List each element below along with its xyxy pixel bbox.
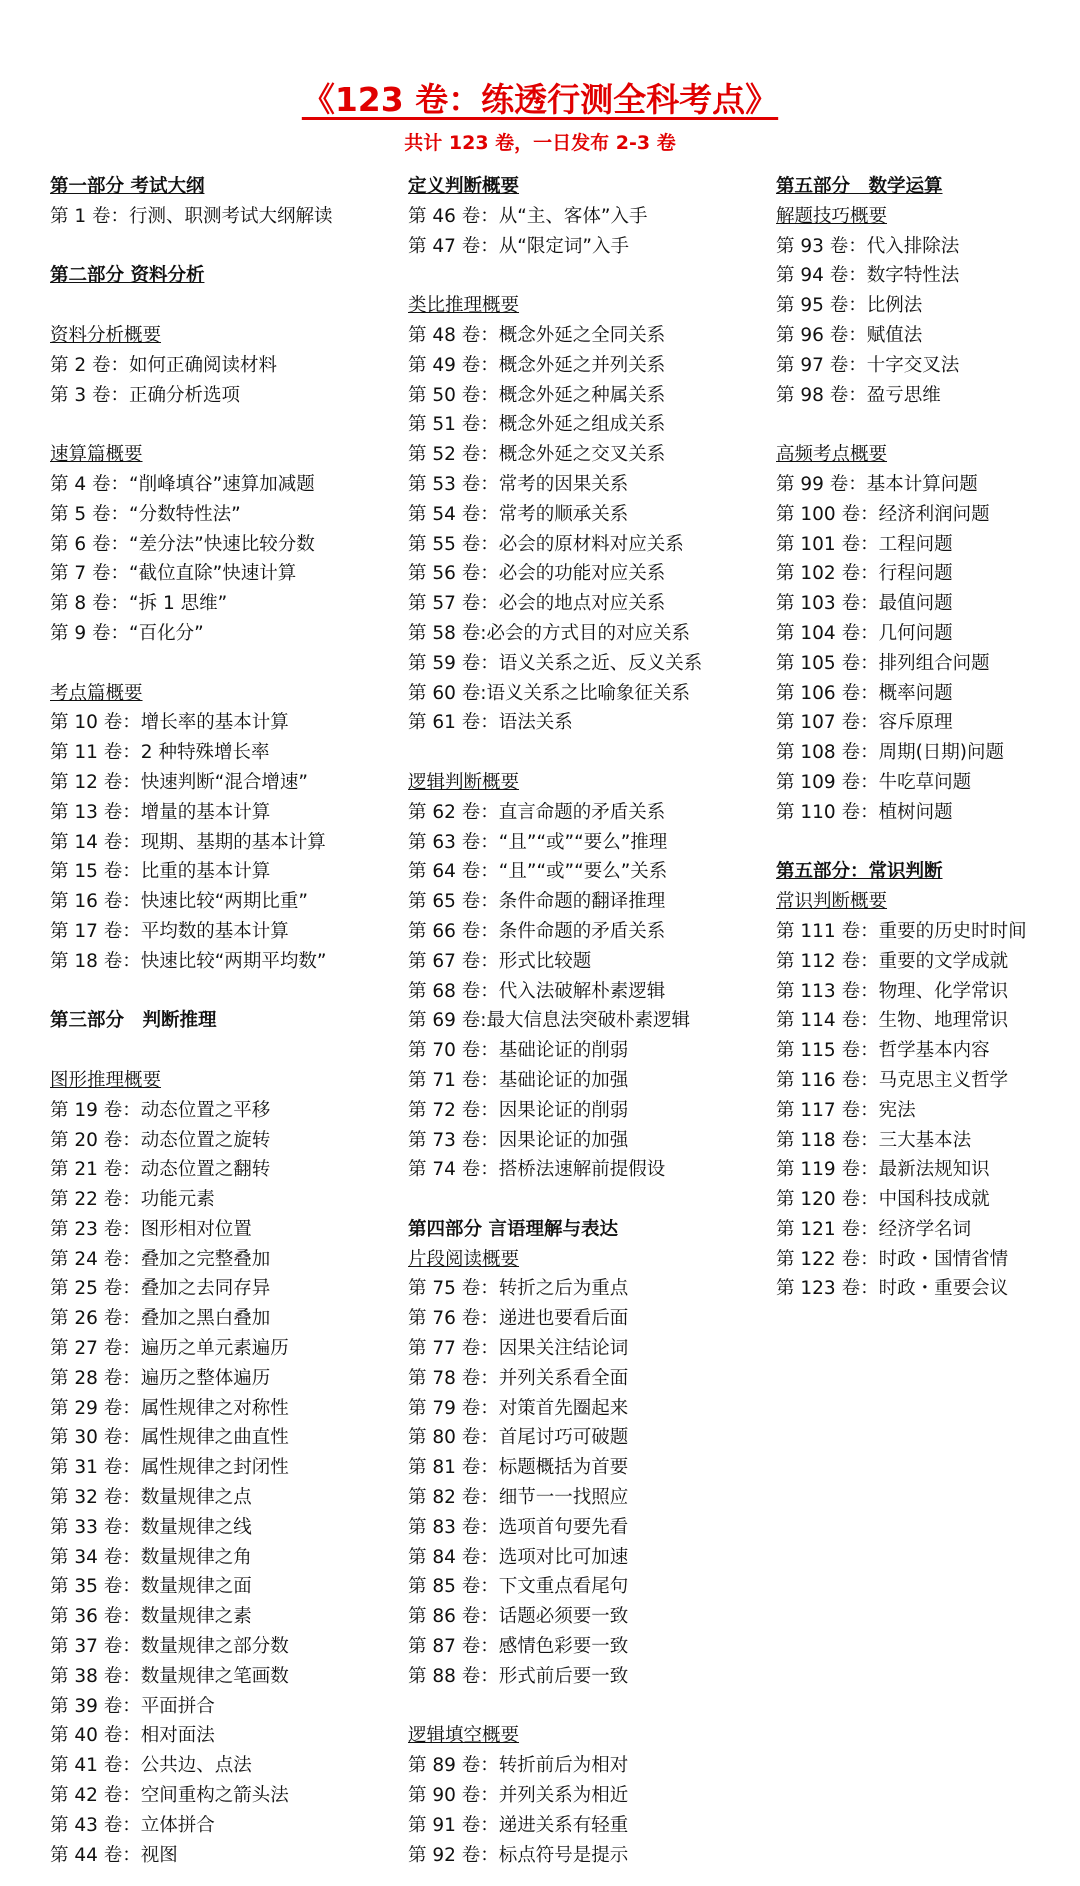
list-item: 第 48 卷：概念外延之全同关系 [408, 324, 666, 346]
list-item: 第 109 卷：牛吃草问题 [776, 771, 972, 793]
column-1 [50, 172, 390, 1870]
list-item: 第 17 卷：平均数的基本计算 [50, 920, 289, 942]
list-item: 第 97 卷：十字交叉法 [776, 354, 960, 376]
list-item: 第 118 卷：三大基本法 [776, 1129, 972, 1151]
list-item: 第 44 卷：视图 [50, 1844, 178, 1866]
list-item: 第 91 卷：递进关系有轻重 [408, 1814, 629, 1836]
column-3 [776, 172, 1076, 1304]
list-item: 第 52 卷：概念外延之交叉关系 [408, 444, 666, 466]
list-item: 第 13 卷：增量的基本计算 [50, 801, 271, 823]
spacer [408, 1185, 748, 1215]
spacer [408, 261, 748, 291]
list-item: 第 121 卷：经济学名词 [776, 1218, 972, 1240]
section-heading: 第一部分 考试大纲 [50, 176, 205, 197]
list-item: 第 112 卷：重要的文学成就 [776, 950, 1009, 972]
spacer [776, 410, 1076, 440]
list-item: 第 105 卷：排列组合问题 [776, 652, 990, 674]
list-item: 第 43 卷：立体拼合 [50, 1814, 215, 1836]
list-item: 第 40 卷：相对面法 [50, 1725, 215, 1747]
list-item: 第 46 卷：从“主、客体”入手 [408, 205, 648, 227]
list-item: 第 16 卷：快速比较“两期比重” [50, 891, 308, 913]
list-item: 第 25 卷：叠加之去同存异 [50, 1278, 271, 1300]
list-item: 第 103 卷：最值问题 [776, 593, 953, 615]
list-item: 第 107 卷：容斥原理 [776, 712, 953, 734]
list-item: 第 11 卷：2 种特殊增长率 [50, 742, 270, 764]
list-item: 第 50 卷：概念外延之种属关系 [408, 384, 666, 406]
list-item: 第 122 卷：时政・国情省情 [776, 1248, 1009, 1270]
list-item: 第 66 卷：条件命题的矛盾关系 [408, 920, 666, 942]
list-item: 第 12 卷：快速判断“混合增速” [50, 771, 308, 793]
list-item: 第 80 卷：首尾讨巧可破题 [408, 1427, 629, 1449]
list-item: 第 72 卷：因果论证的削弱 [408, 1099, 629, 1121]
subsection-heading: 图形推理概要 [50, 1069, 162, 1091]
list-item: 第 51 卷：概念外延之组成关系 [408, 414, 666, 436]
list-item: 第 5 卷：“分数特性法” [50, 503, 241, 525]
column-2 [408, 172, 748, 1870]
list-item: 第 68 卷：代入法破解朴素逻辑 [408, 980, 666, 1002]
section-heading: 第三部分 判断推理 [50, 1010, 217, 1032]
list-item: 第 1 卷：行测、职测考试大纲解读 [50, 205, 333, 227]
list-item: 第 86 卷：话题必须要一致 [408, 1606, 629, 1628]
list-item: 第 123 卷：时政・重要会议 [776, 1278, 1009, 1300]
list-item: 第 115 卷：哲学基本内容 [776, 1040, 990, 1062]
list-item: 第 96 卷：赋值法 [776, 324, 923, 346]
list-item: 第 92 卷：标点符号是提示 [408, 1844, 629, 1866]
section-heading: 第五部分：常识判断 [776, 861, 943, 883]
list-item: 第 20 卷：动态位置之旋转 [50, 1129, 271, 1151]
list-item: 第 70 卷：基础论证的削弱 [408, 1040, 629, 1062]
list-item: 第 69 卷:最大信息法突破朴素逻辑 [408, 1010, 691, 1032]
section-heading: 定义判断概要 [408, 176, 520, 197]
list-item: 第 14 卷：现期、基期的基本计算 [50, 831, 326, 853]
list-item: 第 19 卷：动态位置之平移 [50, 1099, 271, 1121]
list-item: 第 64 卷：“且”“或”“要么”关系 [408, 861, 668, 883]
list-item: 第 8 卷：“拆 1 思维” [50, 593, 228, 615]
title-text: 《123 卷：练透行测全科考点》 [301, 80, 779, 119]
spacer [408, 738, 748, 768]
list-item: 第 108 卷：周期(日期)问题 [776, 742, 1005, 764]
list-item: 第 63 卷：“且”“或”“要么”推理 [408, 831, 668, 853]
list-item: 第 62 卷：直言命题的矛盾关系 [408, 801, 666, 823]
list-item: 第 47 卷：从“限定词”入手 [408, 235, 629, 257]
subsection-heading: 逻辑判断概要 [408, 771, 520, 793]
subsection-heading: 考点篇概要 [50, 682, 143, 704]
list-item: 第 9 卷：“百化分” [50, 622, 204, 644]
list-item: 第 41 卷：公共边、点法 [50, 1755, 252, 1777]
list-item: 第 67 卷：形式比较题 [408, 950, 592, 972]
list-item: 第 58 卷:必会的方式目的对应关系 [408, 622, 691, 644]
list-item: 第 89 卷：转折前后为相对 [408, 1755, 629, 1777]
list-item: 第 36 卷：数量规律之素 [50, 1606, 252, 1628]
list-item: 第 106 卷：概率问题 [776, 682, 953, 704]
list-item: 第 42 卷：空间重构之箭头法 [50, 1785, 289, 1807]
list-item: 第 39 卷：平面拼合 [50, 1695, 215, 1717]
list-item: 第 54 卷：常考的顺承关系 [408, 503, 629, 525]
subsection-heading: 解题技巧概要 [776, 205, 888, 227]
subsection-heading: 逻辑填空概要 [408, 1725, 520, 1747]
list-item: 第 71 卷：基础论证的加强 [408, 1069, 629, 1091]
list-item: 第 117 卷：宪法 [776, 1099, 916, 1121]
list-item: 第 57 卷：必会的地点对应关系 [408, 593, 666, 615]
list-item: 第 4 卷：“削峰填谷”速算加减题 [50, 473, 315, 495]
list-item: 第 27 卷：遍历之单元素遍历 [50, 1338, 289, 1360]
section-heading: 第二部分 资料分析 [50, 265, 205, 287]
list-item: 第 35 卷：数量规律之面 [50, 1576, 252, 1598]
list-item: 第 75 卷：转折之后为重点 [408, 1278, 629, 1300]
list-item: 第 30 卷：属性规律之曲直性 [50, 1427, 289, 1449]
spacer [50, 410, 390, 440]
list-item: 第 81 卷：标题概括为首要 [408, 1457, 629, 1479]
list-item: 第 6 卷：“差分法”快速比较分数 [50, 533, 315, 555]
subsection-heading: 速算篇概要 [50, 444, 143, 466]
list-item: 第 78 卷：并列关系看全面 [408, 1367, 629, 1389]
document-title [0, 74, 1080, 121]
spacer [408, 1692, 748, 1722]
list-item: 第 120 卷：中国科技成就 [776, 1189, 990, 1211]
list-item: 第 102 卷：行程问题 [776, 563, 953, 585]
list-item: 第 85 卷：下文重点看尾句 [408, 1576, 629, 1598]
list-item: 第 83 卷：选项首句要先看 [408, 1516, 629, 1538]
list-item: 第 98 卷：盈亏思维 [776, 384, 941, 406]
spacer [50, 977, 390, 1007]
list-item: 第 10 卷：增长率的基本计算 [50, 712, 289, 734]
list-item: 第 38 卷：数量规律之笔画数 [50, 1665, 289, 1687]
list-item: 第 119 卷：最新法规知识 [776, 1159, 990, 1181]
list-item: 第 104 卷：几何问题 [776, 622, 953, 644]
list-item: 第 56 卷：必会的功能对应关系 [408, 563, 666, 585]
subsection-heading: 高频考点概要 [776, 444, 888, 466]
subsection-heading: 资料分析概要 [50, 324, 162, 346]
list-item: 第 74 卷：搭桥法速解前提假设 [408, 1159, 666, 1181]
list-item: 第 94 卷：数字特性法 [776, 265, 960, 287]
list-item: 第 100 卷：经济利润问题 [776, 503, 990, 525]
spacer [50, 232, 390, 262]
list-item: 第 37 卷：数量规律之部分数 [50, 1636, 289, 1658]
list-item: 第 23 卷：图形相对位置 [50, 1218, 252, 1240]
section-heading: 第四部分 言语理解与表达 [408, 1218, 618, 1240]
subsection-heading: 常识判断概要 [776, 891, 888, 913]
list-item: 第 61 卷：语法关系 [408, 712, 573, 734]
list-item: 第 59 卷：语义关系之近、反义关系 [408, 652, 703, 674]
list-item: 第 60 卷:语义关系之比喻象征关系 [408, 682, 691, 704]
list-item: 第 24 卷：叠加之完整叠加 [50, 1248, 271, 1270]
list-item: 第 110 卷：植树问题 [776, 801, 953, 823]
list-item: 第 113 卷：物理、化学常识 [776, 980, 1009, 1002]
spacer [50, 291, 390, 321]
list-item: 第 95 卷：比例法 [776, 295, 923, 317]
list-item: 第 3 卷：正确分析选项 [50, 384, 241, 406]
list-item: 第 73 卷：因果论证的加强 [408, 1129, 629, 1151]
list-item: 第 82 卷：细节一一找照应 [408, 1487, 629, 1509]
list-item: 第 111 卷：重要的历史时时间 [776, 920, 1027, 942]
list-item: 第 2 卷：如何正确阅读材料 [50, 354, 278, 376]
spacer [50, 649, 390, 679]
list-item: 第 101 卷：工程问题 [776, 533, 953, 555]
list-item: 第 49 卷：概念外延之并列关系 [408, 354, 666, 376]
subsection-heading: 片段阅读概要 [408, 1248, 520, 1270]
list-item: 第 53 卷：常考的因果关系 [408, 473, 629, 495]
list-item: 第 18 卷：快速比较“两期平均数” [50, 950, 327, 972]
list-item: 第 84 卷：选项对比可加速 [408, 1546, 629, 1568]
list-item: 第 87 卷：感情色彩要一致 [408, 1636, 629, 1658]
list-item: 第 93 卷：代入排除法 [776, 235, 960, 257]
list-item: 第 116 卷：马克思主义哲学 [776, 1069, 1009, 1091]
list-item: 第 32 卷：数量规律之点 [50, 1487, 252, 1509]
list-item: 第 88 卷：形式前后要一致 [408, 1665, 629, 1687]
list-item: 第 31 卷：属性规律之封闭性 [50, 1457, 289, 1479]
spacer [776, 828, 1076, 858]
list-item: 第 77 卷：因果关注结论词 [408, 1338, 629, 1360]
list-item: 第 28 卷：遍历之整体遍历 [50, 1367, 271, 1389]
list-item: 第 21 卷：动态位置之翻转 [50, 1159, 271, 1181]
document-subtitle: 共计 123 卷，一日发布 2-3 卷 [404, 132, 676, 154]
list-item: 第 29 卷：属性规律之对称性 [50, 1397, 289, 1419]
spacer [50, 1036, 390, 1066]
list-item: 第 55 卷：必会的原材料对应关系 [408, 533, 684, 555]
section-heading: 第五部分 数学运算 [776, 176, 943, 197]
list-item: 第 76 卷：递进也要看后面 [408, 1308, 629, 1330]
list-item: 第 33 卷：数量规律之线 [50, 1516, 252, 1538]
list-item: 第 22 卷：功能元素 [50, 1189, 215, 1211]
list-item: 第 7 卷：“截位直除”快速计算 [50, 563, 297, 585]
subsection-heading: 类比推理概要 [408, 295, 520, 317]
list-item: 第 99 卷：基本计算问题 [776, 473, 978, 495]
list-item: 第 65 卷：条件命题的翻译推理 [408, 891, 666, 913]
list-item: 第 15 卷：比重的基本计算 [50, 861, 271, 883]
list-item: 第 79 卷：对策首先圈起来 [408, 1397, 629, 1419]
list-item: 第 90 卷：并列关系为相近 [408, 1785, 629, 1807]
list-item: 第 34 卷：数量规律之角 [50, 1546, 252, 1568]
list-item: 第 26 卷：叠加之黑白叠加 [50, 1308, 271, 1330]
list-item: 第 114 卷：生物、地理常识 [776, 1010, 1009, 1032]
